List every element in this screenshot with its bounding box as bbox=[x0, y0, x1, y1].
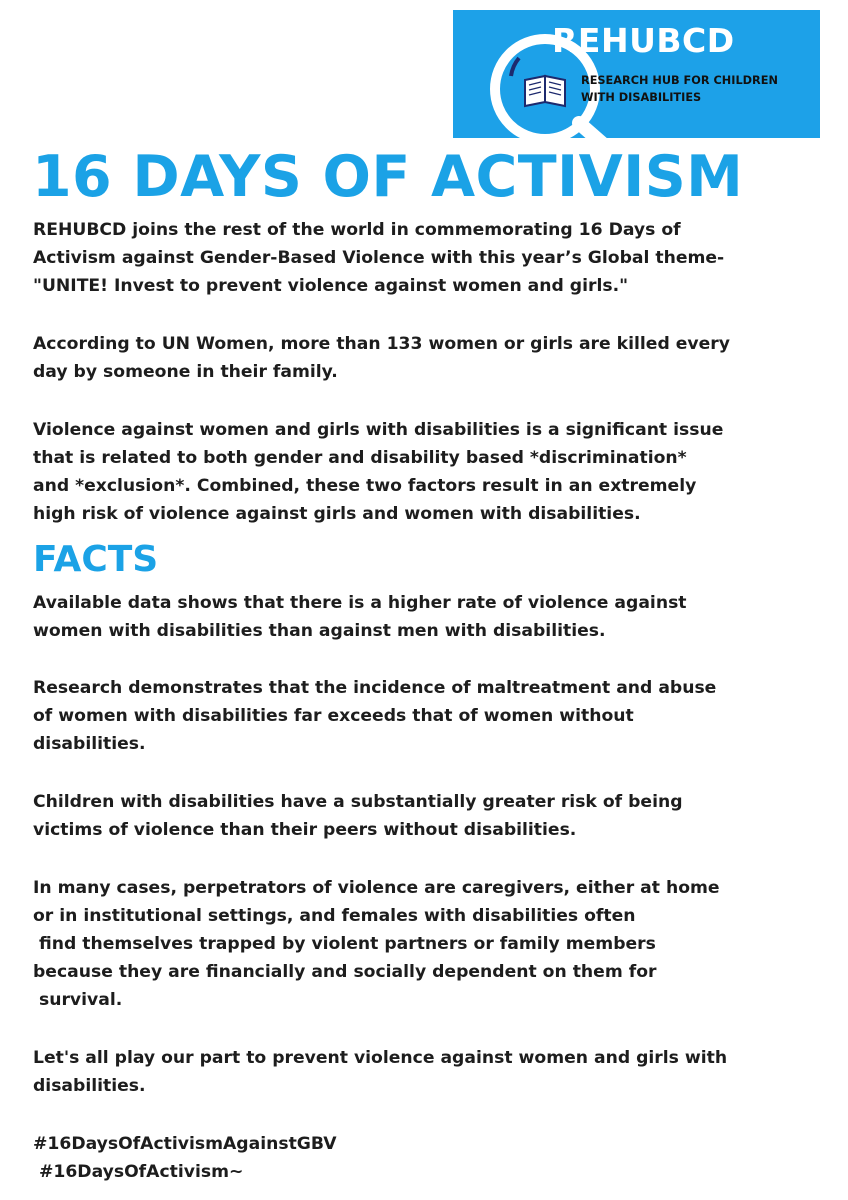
text-line: victims of violence than their peers without disabilities. bbox=[33, 820, 577, 840]
intro-paragraph-un-women bbox=[33, 330, 823, 386]
text-line: of women with disabilities far exceeds that of women without bbox=[33, 706, 634, 726]
logo-subtitle-line: RESEARCH HUB FOR CHILDREN bbox=[581, 74, 778, 87]
hashtag: #16DaysOfActivismAgainstGBV bbox=[33, 1134, 337, 1154]
text-line: find themselves trapped by violent partners or family members bbox=[33, 934, 656, 954]
logo-subtitle-line: WITH DISABILITIES bbox=[581, 91, 702, 104]
intro-paragraph-discrimination bbox=[33, 416, 823, 528]
text-line: Violence against women and girls with disabilities is a significant issue bbox=[33, 420, 724, 440]
logo-banner bbox=[453, 10, 820, 138]
text-line: because they are financially and socially dependent on them for bbox=[33, 962, 657, 982]
text-line: In many cases, perpetrators of violence are caregivers, either at home bbox=[33, 878, 720, 898]
text-line: Let's all play our part to prevent violence against women and girls with bbox=[33, 1048, 728, 1068]
text-line: high risk of violence against girls and women with disabilities. bbox=[33, 504, 641, 524]
intro-paragraph-theme bbox=[33, 216, 823, 300]
fact-paragraph-research bbox=[33, 674, 823, 758]
facts-heading: FACTS bbox=[33, 539, 159, 580]
text-line: According to UN Women, more than 133 women or girls are killed every bbox=[33, 334, 730, 354]
fact-paragraph-data bbox=[33, 589, 823, 645]
text-line: disabilities. bbox=[33, 1076, 146, 1096]
hashtag: #16DaysOfActivism~ bbox=[33, 1162, 244, 1182]
text-line: survival. bbox=[33, 990, 123, 1010]
text-line: day by someone in their family. bbox=[33, 362, 338, 382]
text-line: and *exclusion*. Combined, these two factors result in an extremely bbox=[33, 476, 697, 496]
text-line: disabilities. bbox=[33, 734, 146, 754]
text-line: Activism against Gender-Based Violence with this year’s Global theme- bbox=[33, 248, 725, 268]
fact-paragraph-caregivers bbox=[33, 874, 823, 1014]
text-line: or in institutional settings, and females with disabilities often bbox=[33, 906, 636, 926]
text-line: that is related to both gender and disability based *discrimination* bbox=[33, 448, 687, 468]
text-line: Children with disabilities have a substantially greater risk of being bbox=[33, 792, 683, 812]
text-line: women with disabilities than against men with disabilities. bbox=[33, 621, 606, 641]
logo-title: REHUBCD bbox=[552, 21, 735, 60]
text-line: Available data shows that there is a higher rate of violence against bbox=[33, 593, 687, 613]
logo-subtitle bbox=[581, 72, 811, 106]
hashtags bbox=[33, 1130, 823, 1186]
text-line: Research demonstrates that the incidence of maltreatment and abuse bbox=[33, 678, 717, 698]
text-line: "UNITE! Invest to prevent violence against women and girls." bbox=[33, 276, 629, 296]
text-line: REHUBCD joins the rest of the world in commemorating 16 Days of bbox=[33, 220, 681, 240]
closing-paragraph bbox=[33, 1044, 823, 1100]
fact-paragraph-children bbox=[33, 788, 823, 844]
page-title: 16 DAYS OF ACTIVISM bbox=[32, 144, 744, 210]
